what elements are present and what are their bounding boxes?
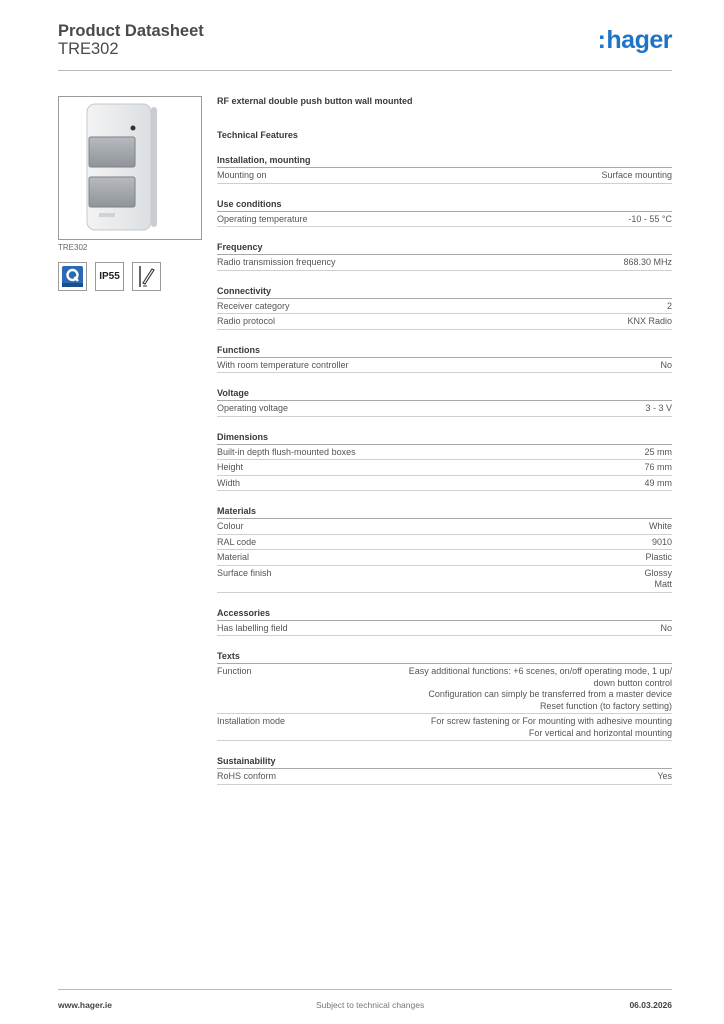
feature-label: Surface finish: [217, 567, 272, 578]
feature-value-line: Configuration can simply be transferred from a master device: [428, 689, 672, 699]
feature-value: [644, 568, 672, 591]
wall-mount-icon: [132, 262, 161, 291]
image-caption: TRE302: [58, 243, 88, 252]
feature-value-line: For screw fastening or For mounting with adhesive mounting: [430, 716, 672, 726]
feature-label: Mounting on: [217, 170, 267, 180]
feature-value-line: Surface mounting: [601, 170, 672, 180]
feature-section: [217, 154, 672, 184]
feature-value-line: 868.30 MHz: [623, 257, 672, 267]
feature-section: [217, 241, 672, 271]
feature-section: [217, 344, 672, 374]
feature-value-line: No: [660, 622, 672, 633]
feature-row: [217, 314, 672, 330]
feature-value: [628, 214, 672, 226]
feature-section: [217, 387, 672, 417]
footer-website: www.hager.ie: [58, 1000, 113, 1010]
feature-sections: [217, 154, 672, 785]
feature-section: [217, 650, 672, 741]
footer-date: 06.03.2026: [629, 1000, 672, 1010]
feature-label: With room temperature controller: [217, 359, 349, 370]
feature-value: [652, 537, 672, 549]
feature-value: [409, 666, 672, 712]
footer-notice: Subject to technical changes: [316, 1000, 425, 1010]
page-header: [58, 22, 672, 71]
section-title: Materials: [217, 505, 672, 519]
feature-value-line: Plastic: [645, 552, 672, 562]
feature-value-line: Matt: [654, 579, 672, 589]
section-title: Functions: [217, 344, 672, 358]
section-title: Frequency: [217, 241, 672, 255]
feature-value-line: 3 - 3 V: [645, 403, 672, 413]
feature-row: [217, 769, 672, 785]
section-title: Accessories: [217, 607, 672, 621]
feature-label: Height: [217, 462, 244, 472]
feature-value-line: Yes: [657, 771, 672, 781]
feature-row: [217, 550, 672, 566]
product-reference: TRE302: [58, 40, 119, 58]
feature-value: [644, 478, 672, 490]
page-footer: [58, 989, 672, 1020]
feature-value-line: For vertical and horizontal mounting: [528, 727, 672, 738]
feature-value-line: 76 mm: [644, 462, 672, 472]
feature-value-line: 25 mm: [644, 446, 672, 457]
feature-value-line: 2: [666, 300, 672, 311]
feature-value-line: -10 - 55 °C: [628, 213, 672, 224]
hager-logo: :hager: [597, 26, 672, 54]
feature-row: [217, 476, 672, 492]
feature-value-line: Glossy: [644, 567, 672, 578]
feature-section: [217, 431, 672, 492]
section-title: Dimensions: [217, 431, 672, 445]
feature-value-line: 49 mm: [644, 477, 672, 488]
section-title: Connectivity: [217, 285, 672, 299]
feature-value-line: White: [648, 521, 672, 531]
feature-value: [667, 301, 672, 313]
feature-value-line: No: [660, 359, 672, 370]
technical-features: [217, 95, 672, 785]
feature-section: [217, 755, 672, 785]
feature-value: [649, 521, 672, 533]
feature-value: [657, 771, 672, 783]
section-title: Installation, mounting: [217, 154, 672, 168]
feature-row: [217, 535, 672, 551]
feature-value: [601, 170, 672, 182]
feature-value-line: Easy additional functions: +6 scenes, on/off operating mode, 1 up/: [408, 666, 672, 676]
feature-value: [644, 447, 672, 459]
feature-section: [217, 198, 672, 228]
feature-label: Operating temperature: [217, 213, 308, 224]
feature-row: [217, 621, 672, 637]
feature-value-line: KNX Radio: [627, 316, 672, 326]
feature-label: Operating voltage: [217, 403, 289, 413]
feature-value: [627, 316, 672, 328]
feature-label: Width: [217, 477, 241, 488]
feature-row: [217, 299, 672, 315]
feature-section: [217, 607, 672, 637]
feature-row: [217, 460, 672, 476]
feature-value: [623, 257, 672, 269]
document-title: Product Datasheet: [58, 22, 204, 40]
feature-value: [660, 360, 672, 372]
feature-value-line: 9010: [651, 536, 672, 547]
feature-row: [217, 714, 672, 741]
ip55-badge: IP55: [95, 262, 124, 291]
section-title: Texts: [217, 650, 672, 664]
feature-label: Receiver category: [217, 300, 290, 311]
feature-label: Built-in depth flush-mounted boxes: [217, 446, 356, 457]
feature-row: [217, 664, 672, 714]
feature-section: [217, 505, 672, 593]
feature-value: [644, 462, 672, 474]
feature-section: [217, 285, 672, 330]
feature-label: RoHS conform: [217, 771, 277, 781]
feature-label: Has labelling field: [217, 622, 288, 633]
feature-value: [660, 623, 672, 635]
feature-value-line: Reset function (to factory setting): [539, 700, 672, 711]
feature-row: [217, 255, 672, 271]
section-title: Voltage: [217, 387, 672, 401]
feature-row: [217, 358, 672, 374]
feature-row: [217, 212, 672, 228]
feature-row: [217, 566, 672, 593]
section-title: Sustainability: [217, 755, 672, 769]
feature-row: [217, 519, 672, 535]
feature-value-line: down button control: [593, 677, 672, 688]
feature-label: Radio protocol: [217, 316, 276, 326]
feature-value: [645, 403, 672, 415]
product-image: [58, 96, 202, 240]
feature-label: Colour: [217, 521, 244, 531]
feature-value: [645, 552, 672, 564]
feature-label: Installation mode: [217, 716, 286, 726]
product-description: RF external double push button wall mounted: [217, 96, 413, 106]
feature-label: Function: [217, 666, 252, 676]
feature-value: [431, 716, 672, 739]
feature-label: Material: [217, 552, 250, 562]
feature-row: [217, 445, 672, 461]
feature-row: [217, 168, 672, 184]
feature-label: Radio transmission frequency: [217, 257, 336, 267]
feature-row: [217, 401, 672, 417]
q-mark-icon: [58, 262, 87, 291]
feature-label: RAL code: [217, 536, 257, 547]
technical-features-heading: Technical Features: [217, 130, 298, 140]
section-title: Use conditions: [217, 198, 672, 212]
